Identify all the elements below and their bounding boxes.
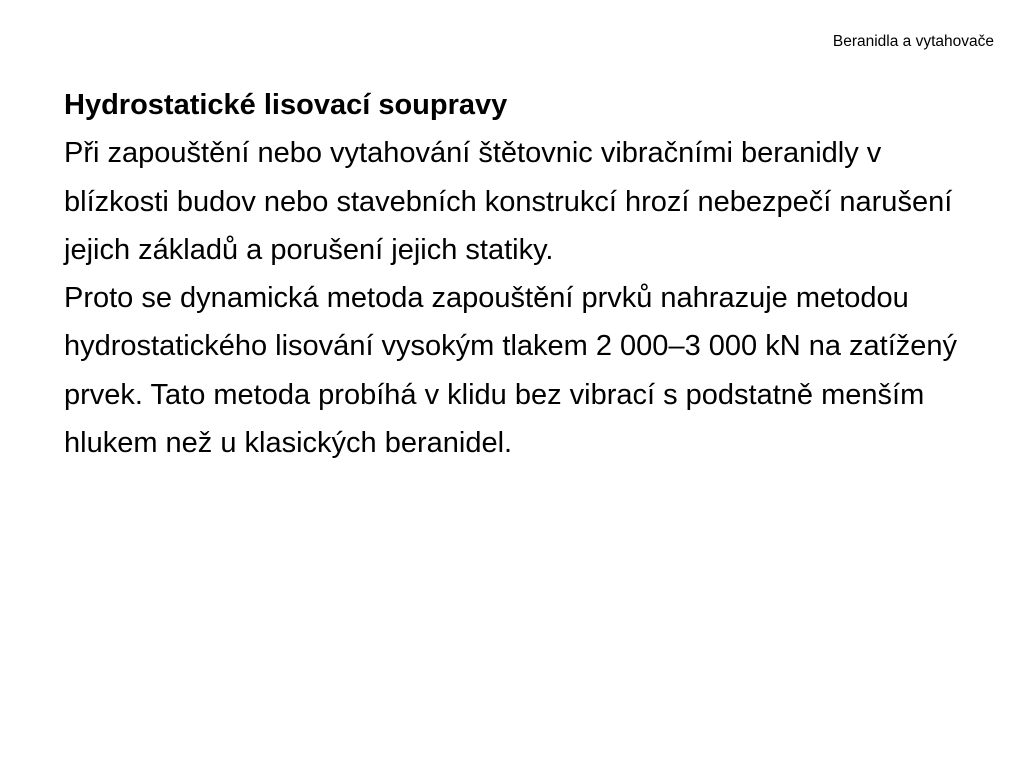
slide-title: Hydrostatické lisovací soupravy (64, 89, 508, 121)
slide-content (64, 81, 964, 467)
paragraph-1: Při zapouštění nebo vytahování štětovnic vibračními beranidly v blízkosti budov nebo stavebních konstrukcí hrozí nebezpečí narušení jejich základů a porušení jejich statiky. (64, 137, 953, 266)
paragraph-2: Proto se dynamická metoda zapouštění prvků nahrazuje metodou hydrostatického lisování vysokým tlakem 2 000–3 000 kN na zatížený prvek. Tato metoda probíhá v klidu bez vibrací s podstatně menším hlukem než u klasických beranidel. (64, 282, 958, 460)
header-label: Beranidla a vytahovače (832, 33, 994, 50)
